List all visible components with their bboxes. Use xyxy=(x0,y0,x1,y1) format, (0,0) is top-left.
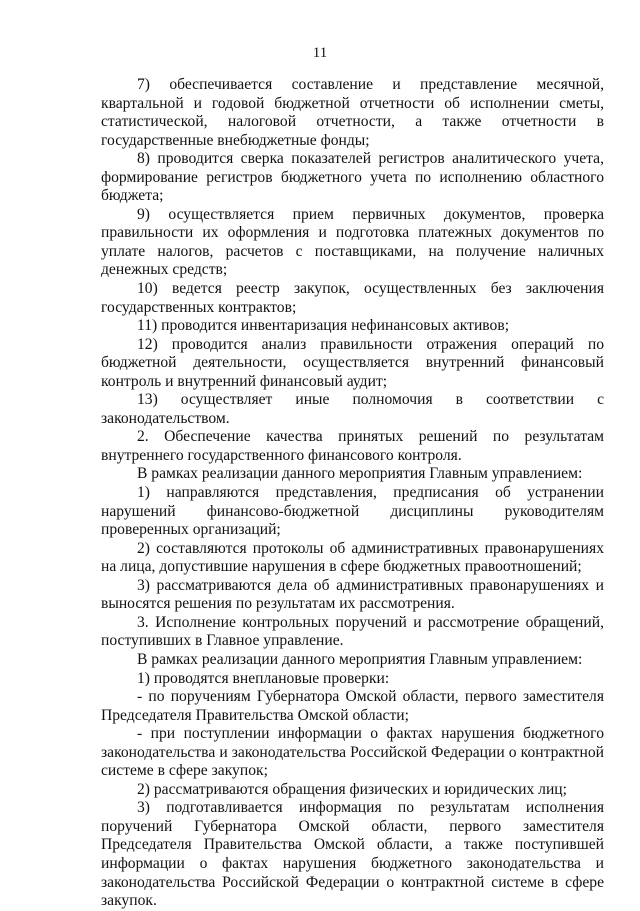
dash-list-item: - по поручениям Губернатора Омской области, первого заместителя Председателя Правительства Омской области; xyxy=(101,688,604,724)
paragraph-item: 1) направляются представления, предписания об устранении нарушений финансово-бюджетной дисциплины руководителям проверенных организаций; xyxy=(101,484,604,539)
paragraph-item: 1) проводятся внеплановые проверки: xyxy=(137,669,390,687)
dash-list-item: - при поступлении информации о фактах нарушения бюджетного законодательства и законодательства Российской Федерации о контрактной системе в сфере закупок; xyxy=(101,725,604,780)
paragraph-item: 2) составляются протоколы об административных правонарушениях на лица, допустившие нарушения в сфере бюджетных правоотношений; xyxy=(101,539,604,576)
paragraph-item-12: 12) проводится анализ правильности отражения операций по бюджетной деятельности, осуществляется внутренний финансовый контроль и внутренний финансовый аудит; xyxy=(101,335,604,390)
paragraph-item: 2) рассматриваются обращения физических и юридических лиц; xyxy=(137,780,567,798)
page-number: 11 xyxy=(312,45,328,61)
paragraph-item-13: 13) осуществляет иные полномочия в соответствии с законодательством. xyxy=(101,391,604,427)
paragraph-item-10: 10) ведется реестр закупок, осуществленных без заключения государственных контрактов; xyxy=(101,280,604,316)
paragraph-item-11: 11) проводится инвентаризация нефинансовых активов; xyxy=(137,317,510,335)
paragraph-item: 3) рассматриваются дела об административных правонарушениях и выносятся решения по результатам их рассмотрения. xyxy=(101,576,604,613)
section-heading-3: 3. Исполнение контрольных поручений и рассмотрение обращений, поступивших в Главное управление. xyxy=(101,613,604,650)
section-intro: В рамках реализации данного мероприятия Главным управлением: xyxy=(137,465,583,483)
paragraph-item-9: 9) осуществляется прием первичных документов, проверка правильности их оформления и подготовка платежных документов по уплате налогов, расчетов с поставщиками, на получение наличных денежных средств; xyxy=(101,205,604,279)
paragraph-item-7: 7) обеспечивается составление и представление месячной, квартальной и годовой бюджетной отчетности об исполнении сметы, статистической, налоговой отчетности, а также отчетности в государственные внебюджетные фонды; xyxy=(101,76,604,149)
paragraph-item-8: 8) проводится сверка показателей регистров аналитического учета, формирование регистров бюджетного учета по исполнению областного бюджета; xyxy=(101,150,604,205)
section-heading-2: 2. Обеспечение качества принятых решений по результатам внутреннего государственного финансового контроля. xyxy=(101,428,604,464)
paragraph-item: 3) подготавливается информация по результатам исполнения поручений Губернатора Омской области, первого заместителя Председателя Правительства Омской области, а также поступившей информации о фактах нарушения бюджетного законодательства и законодательства Российской Федерации о контрактной системе в сфере закупок. xyxy=(101,799,604,910)
section-intro: В рамках реализации данного мероприятия Главным управлением: xyxy=(137,650,583,668)
document-body xyxy=(101,76,604,911)
